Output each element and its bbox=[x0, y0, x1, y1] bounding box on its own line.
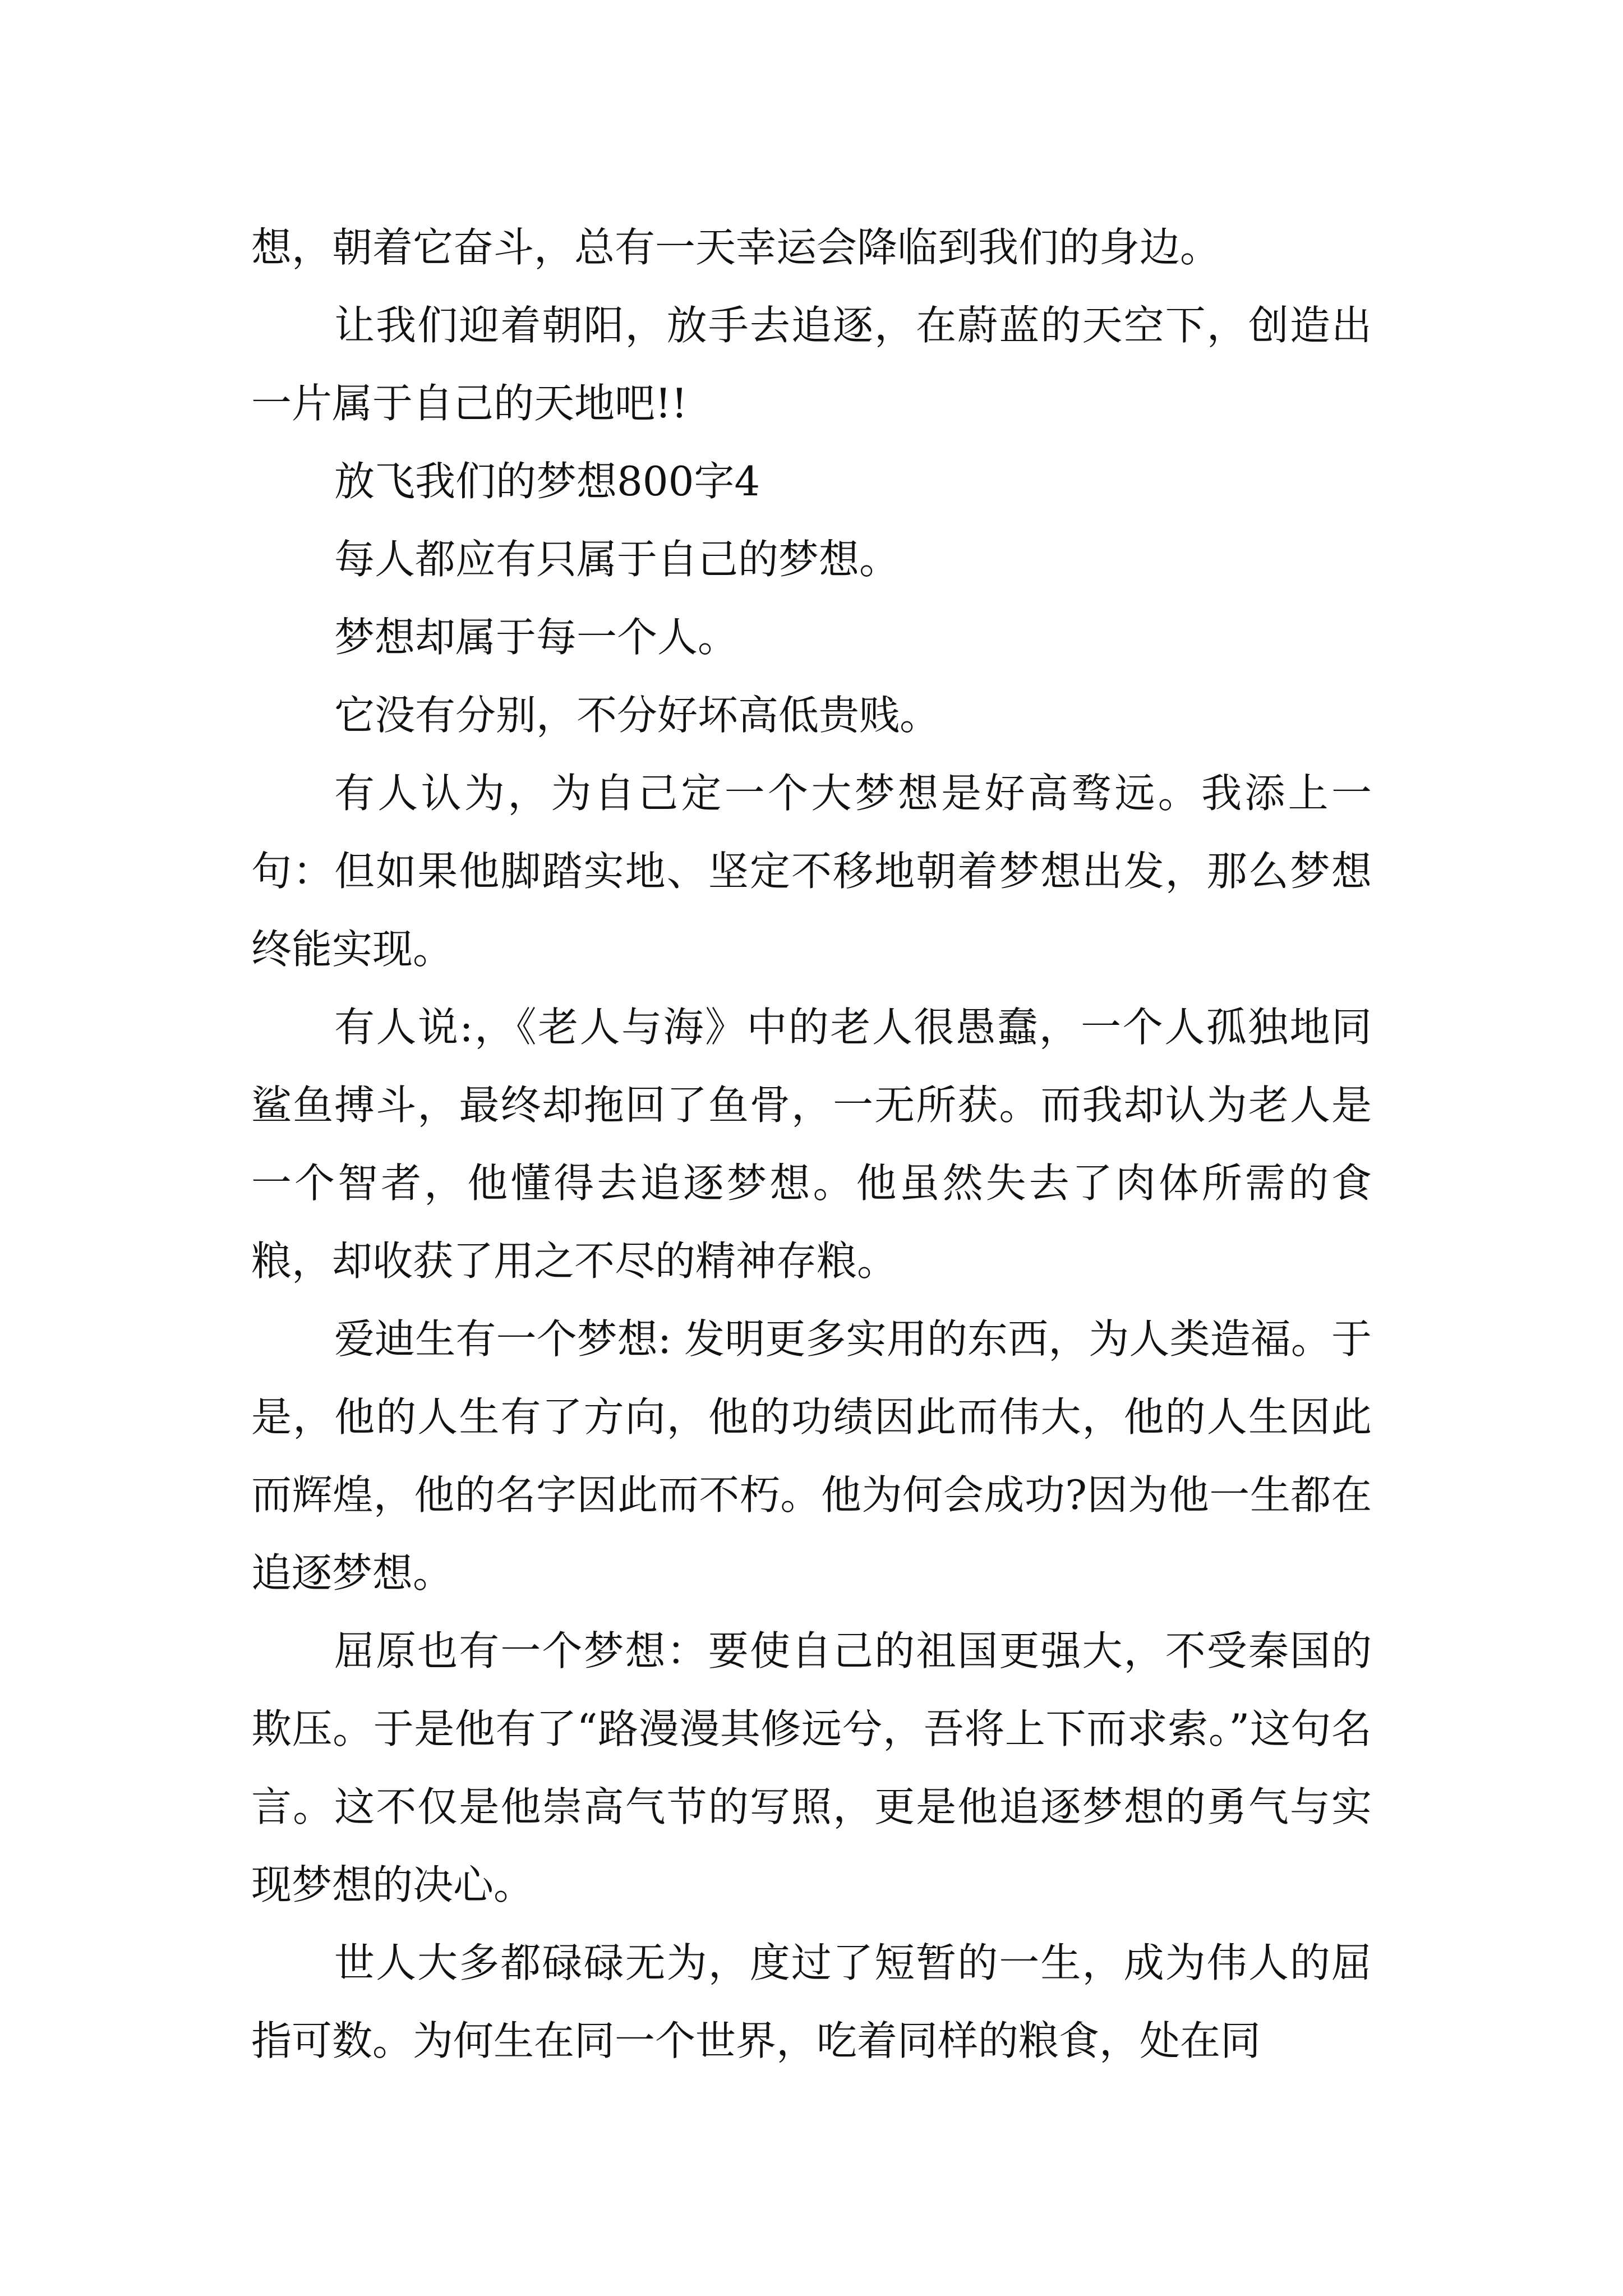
paragraph: 有人认为，为自己定一个大梦想是好高骛远。我添上一句：但如果他脚踏实地、坚定不移地朝着梦想出发，那么梦想终能实现。 bbox=[251, 770, 1372, 973]
paragraph: 爱迪生有一个梦想: 发明更多实用的东西，为人类造福。于是，他的人生有了方向，他的功绩因此而伟大，他的人生因此而辉煌，他的名字因此而不朽。他为何会成功?因为他一生都在追逐梦想。 bbox=[251, 1315, 1372, 1596]
body-text bbox=[251, 209, 1372, 2080]
paragraph: 屈原也有一个梦想：要使自己的祖国更强大，不受秦国的欺压。于是他有了“路漫漫其修远兮，吾将上下而求索。”这句名言。这不仅是他崇高气节的写照，更是他追逐梦想的勇气与实现梦想的决心。 bbox=[251, 1627, 1372, 1908]
paragraph: 想，朝着它奋斗，总有一天幸运会降临到我们的身边。 bbox=[251, 224, 1221, 271]
paragraph: 世人大多都碌碌无为，度过了短暂的一生，成为伟人的屈指可数。为何生在同一个世界，吃着同样的粮食，处在同 bbox=[251, 1939, 1372, 2064]
paragraph: 让我们迎着朝阳，放手去追逐，在蔚蓝的天空下，创造出一片属于自己的天地吧!! bbox=[251, 302, 1372, 427]
section-heading: 放飞我们的梦想800字4 bbox=[334, 458, 760, 505]
paragraph: 有人说:，《老人与海》中的老人很愚蠢，一个人孤独地同鲨鱼搏斗，最终却拖回了鱼骨，一无所获。而我却认为老人是一个智者，他懂得去追逐梦想。他虽然失去了肉体所需的食粮，却收获了用之不尽的精神存粮。 bbox=[251, 1004, 1372, 1285]
paragraph: 梦想却属于每一个人。 bbox=[334, 614, 739, 661]
paragraph: 每人都应有只属于自己的梦想。 bbox=[334, 536, 900, 583]
paragraph: 它没有分别，不分好坏高低贵贱。 bbox=[334, 692, 940, 739]
